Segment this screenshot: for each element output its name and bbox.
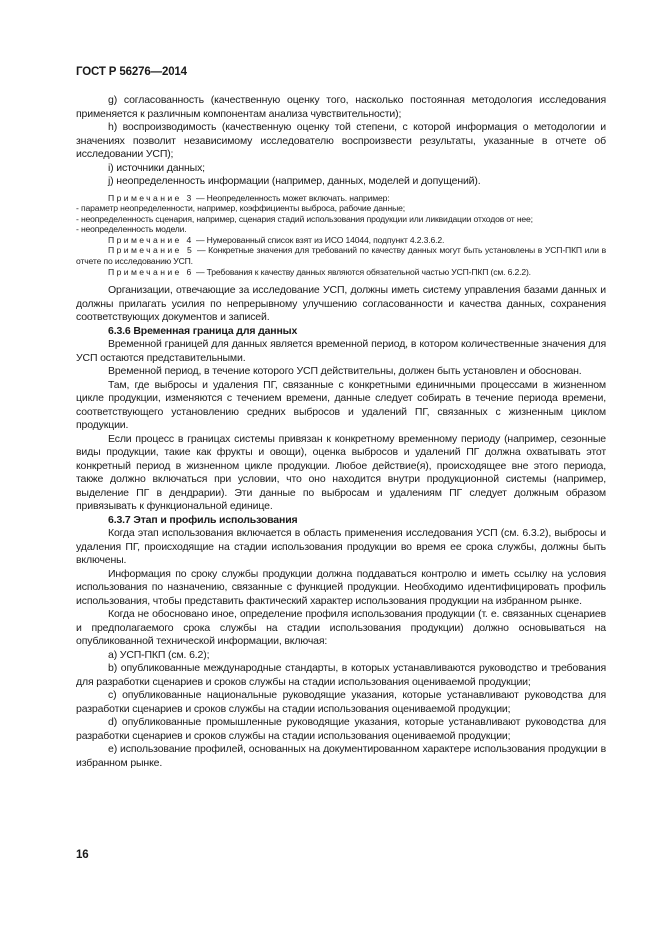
note-text: — Конкретные значения для требований по качеству данных могут быть установлены в УСП-ПКП или в отчете по исследованию УСП. <box>76 245 606 267</box>
note-3-bullet: - неопределенность сценария, например, сценария стадий использования продукции или ликвидации отходов от нее; <box>76 213 533 224</box>
note-label: Примечание 3 <box>108 192 194 203</box>
note-4 <box>76 235 606 246</box>
paragraph: Временной период, в течение которого УСП действительны, должен быть установлен и обоснован. <box>108 365 582 378</box>
note-6 <box>76 267 606 278</box>
list-item-d: d) опубликованные промышленные руководящие указания, которые устанавливают руководства для разработки сценариев и сроков службы на стадии использования оцениваемой продукции; <box>76 716 606 742</box>
list-item-e: e) использование профилей, основанных на документированном характере использования продукции в избранном рынке. <box>76 743 606 769</box>
paragraph: Когда не обосновано иное, определение профиля использования продукции (т. е. связанных сценариев и предполагаемого срока службы на стадии использования продукции) должно основываться на опубликованной технической информации, включая: <box>76 608 606 648</box>
paragraph: Информация по сроку службы продукции должна поддаваться контролю и иметь ссылку на условия использования по назначению, связанные с функцией продукции. Необходимо идентифицировать профиль использования, чтобы представить фактический характер использования продукции на избранном рынке. <box>76 567 606 607</box>
page-number: 16 <box>76 849 89 861</box>
paragraph: Если процесс в границах системы привязан к конкретному временному периоду (например, сезонные виды продукции, такие как фрукты и овощи), оценка выбросов и удалений ПГ должна охватывать этот конкретный период в жизненном цикле продукции. Любое действие(я), происходящее вне этого периода, также должно включаться при условии, что оно находится внутри продукционной системы (например, выделение ПГ в дендрарии). Эти данные по выбросам и удалениям ПГ следует должным образом привязывать к функциональной единице. <box>76 432 606 513</box>
note-3 <box>76 193 606 204</box>
list-item-g: g) согласованность (качественную оценку того, насколько постоянная методология исследования применяется к различным компонентам анализа чувствительности); <box>76 94 606 120</box>
list-item-h: h) воспроизводимость (качественную оценку той степени, с которой информация о методологии и значениях позволит независимому исследователю воспроизвести результаты, указанные в отчете об исследовании УСП); <box>76 121 606 160</box>
page-content <box>76 94 606 770</box>
note-3-bullet: - неопределенность модели. <box>76 224 187 235</box>
section-heading-6-3-7: 6.3.7 Этап и профиль использования <box>108 513 298 526</box>
note-label: Примечание 6 <box>108 266 194 277</box>
document-header: ГОСТ Р 56276—2014 <box>76 66 187 78</box>
list-item-c: c) опубликованные национальные руководящие указания, которые устанавливают руководства для разработки сценариев и сроков службы на стадии использования оцениваемой продукции; <box>76 689 606 715</box>
note-text: — Нумерованный список взят из ИСО 14044, подпункт 4.2.3.6.2. <box>195 234 445 245</box>
list-item-j: j) неопределенность информации (например, данных, моделей и допущений). <box>108 175 481 187</box>
list-item-b: b) опубликованные международные стандарты, в которых устанавливаются руководство и требования для разработки сценариев и сроков службы на стадии использования оцениваемой продукции; <box>76 662 606 688</box>
note-5 <box>76 245 606 266</box>
list-item-i: i) источники данных; <box>108 161 205 174</box>
note-label: Примечание 4 <box>108 234 194 245</box>
note-text: — Неопределенность может включать. например: <box>195 192 390 203</box>
paragraph: Когда этап использования включается в область применения исследования УСП (см. 6.3.2), выбросы и удаления ПГ, происходящие на стадии использования продукции во время ее срока службы, должны быть включены. <box>76 527 606 567</box>
paragraph-organizations: Организации, отвечающие за исследование УСП, должны иметь систему управления базами данных и должны прилагать усилия по непрерывному улучшению согласованности и качества данных, сохранения соответствующих документов и записей. <box>76 284 606 324</box>
note-3-bullet: - параметр неопределенности, например, коэффициенты выброса, рабочие данные; <box>76 203 405 214</box>
list-item-a: а) УСП-ПКП (см. 6.2); <box>108 648 210 661</box>
note-text: — Требования к качеству данных являются обязательной частью УСП-ПКП (см. 6.2.2). <box>195 266 531 277</box>
paragraph: Там, где выбросы и удаления ПГ, связанные с конкретными единичными процессами в жизненном цикле продукции, изменяются с течением времени, данные следует собирать в течение периода времени, соответствующего установлению средних выбросов и удалений ПГ, связанных с жизненным циклом продукции. <box>76 378 606 432</box>
note-label: Примечание 5 <box>108 245 195 256</box>
paragraph: Временной границей для данных является временной период, в котором количественные значения для УСП остаются представительными. <box>76 338 606 364</box>
section-heading-6-3-6: 6.3.6 Временная граница для данных <box>108 324 298 337</box>
